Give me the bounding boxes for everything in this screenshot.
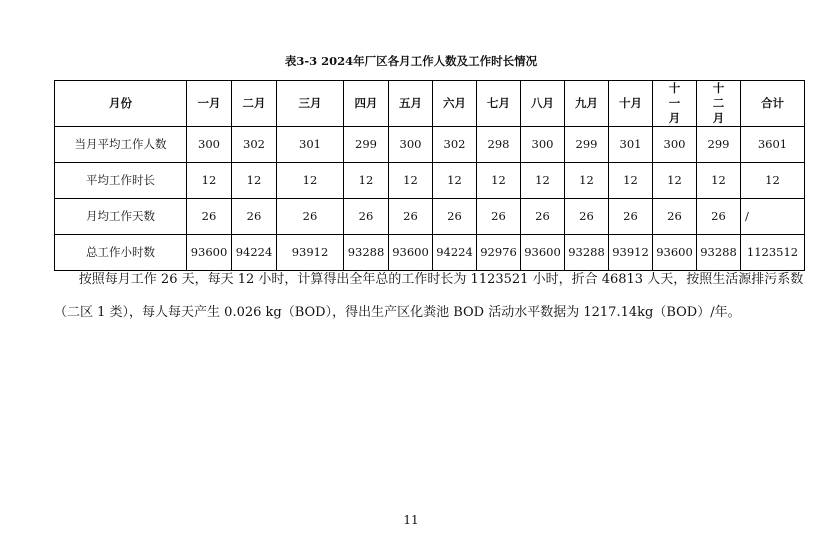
table-cell: 93600 — [389, 235, 433, 271]
table-cell: 26 — [565, 199, 609, 235]
table-cell: 12 — [433, 163, 477, 199]
table-cell: 301 — [277, 127, 344, 163]
table-cell: 93288 — [344, 235, 389, 271]
table-cell: 94224 — [232, 235, 277, 271]
table-cell: 3601 — [741, 127, 805, 163]
table-header-row — [55, 81, 805, 127]
table-cell: / — [741, 199, 805, 235]
table-cell: 300 — [389, 127, 433, 163]
table-cell: 299 — [344, 127, 389, 163]
table-title: 表3-3 2024年厂区各月工作人数及工作时长情况 — [284, 54, 538, 68]
header-cell: 十二月 — [697, 81, 741, 127]
row-label-cell: 当月平均工作人数 — [55, 127, 187, 163]
table-cell: 12 — [565, 163, 609, 199]
table-cell: 12 — [477, 163, 521, 199]
table-cell: 298 — [477, 127, 521, 163]
header-cell: 十月 — [609, 81, 653, 127]
table-cell: 302 — [433, 127, 477, 163]
work-hours-table — [54, 80, 805, 271]
row-label-cell: 月均工作天数 — [55, 199, 187, 235]
header-cell: 八月 — [521, 81, 565, 127]
table-cell: 12 — [344, 163, 389, 199]
table-cell: 93600 — [653, 235, 697, 271]
table-cell: 26 — [697, 199, 741, 235]
table-cell: 26 — [277, 199, 344, 235]
table-cell: 12 — [741, 163, 805, 199]
table-cell: 93600 — [187, 235, 232, 271]
table-cell: 12 — [232, 163, 277, 199]
table-cell: 26 — [477, 199, 521, 235]
table-row — [55, 199, 805, 235]
table-cell: 12 — [521, 163, 565, 199]
table-cell: 93912 — [277, 235, 344, 271]
table-cell: 12 — [389, 163, 433, 199]
header-cell: 六月 — [433, 81, 477, 127]
table-cell: 92976 — [477, 235, 521, 271]
header-cell: 合计 — [741, 81, 805, 127]
table-row — [55, 127, 805, 163]
table-row — [55, 163, 805, 199]
table-cell: 26 — [232, 199, 277, 235]
table-cell: 300 — [187, 127, 232, 163]
table-cell: 93288 — [697, 235, 741, 271]
header-cell: 五月 — [389, 81, 433, 127]
row-label-cell: 平均工作时长 — [55, 163, 187, 199]
table-cell: 300 — [653, 127, 697, 163]
table-cell: 93288 — [565, 235, 609, 271]
table-cell: 26 — [521, 199, 565, 235]
table-cell: 26 — [344, 199, 389, 235]
table-cell: 93600 — [521, 235, 565, 271]
header-cell: 七月 — [477, 81, 521, 127]
table-cell: 12 — [653, 163, 697, 199]
header-cell: 九月 — [565, 81, 609, 127]
table-cell: 302 — [232, 127, 277, 163]
table-cell: 12 — [697, 163, 741, 199]
header-cell: 四月 — [344, 81, 389, 127]
table-cell: 299 — [565, 127, 609, 163]
table-cell: 300 — [521, 127, 565, 163]
table-cell: 26 — [609, 199, 653, 235]
table-cell: 93912 — [609, 235, 653, 271]
header-cell: 十一月 — [653, 81, 697, 127]
table-cell: 26 — [653, 199, 697, 235]
table-cell: 26 — [389, 199, 433, 235]
header-cell: 三月 — [277, 81, 344, 127]
body-paragraph — [54, 263, 809, 329]
table-cell: 26 — [187, 199, 232, 235]
table-cell: 94224 — [433, 235, 477, 271]
table-cell: 12 — [609, 163, 653, 199]
table-cell: 1123512 — [741, 235, 805, 271]
paragraph-text: 按照每月工作 26 天，每天 12 小时，计算得出全年总的工作时长为 1123521 小时，折合 46813 人天，按照生活源排污系数（二区 1 类），每人每天产生 0.026 kg（BOD），得出生产区化粪池 BOD 活动水平数据为 1217.14kg（BOD）/年。 — [54, 272, 804, 320]
header-cell: 二月 — [232, 81, 277, 127]
table-cell: 12 — [187, 163, 232, 199]
header-cell: 一月 — [187, 81, 232, 127]
table-cell: 12 — [277, 163, 344, 199]
table-cell: 299 — [697, 127, 741, 163]
header-cell: 月份 — [55, 81, 187, 127]
page-number: 11 — [403, 513, 419, 527]
row-label-cell: 总工作小时数 — [55, 235, 187, 271]
table-cell: 26 — [433, 199, 477, 235]
table-cell: 301 — [609, 127, 653, 163]
